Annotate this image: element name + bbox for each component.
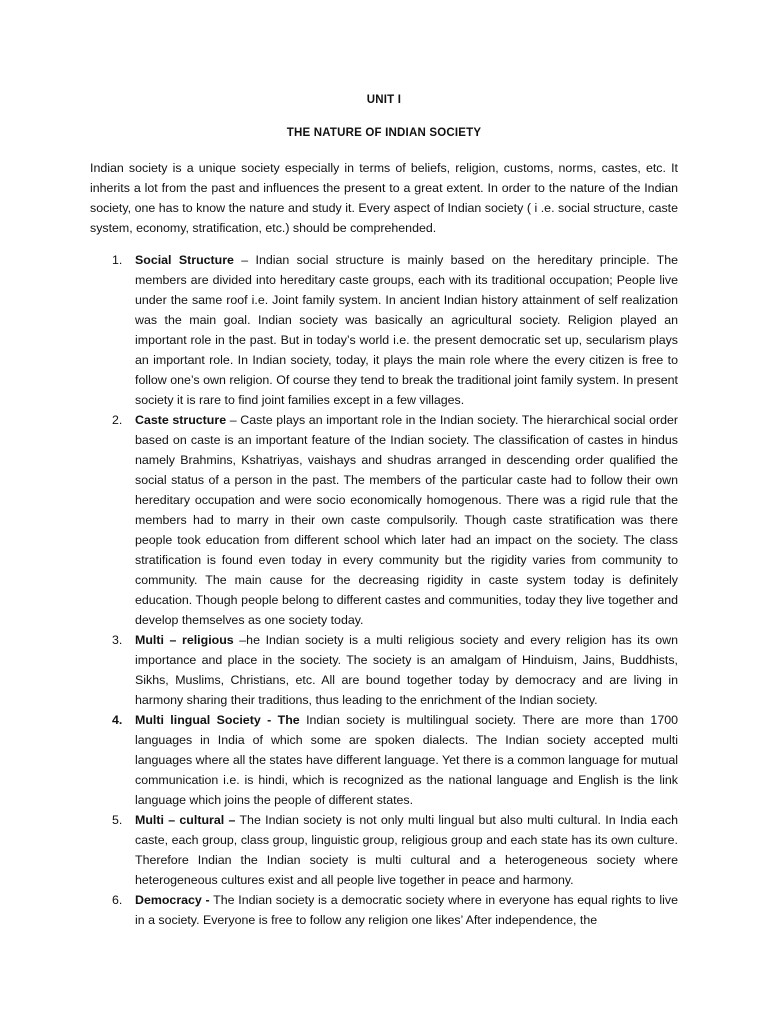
list-item-heading: Democracy - [135, 893, 210, 907]
list-item-heading: Multi – cultural – [135, 813, 236, 827]
list-item-social-structure [90, 250, 678, 410]
list-item-text: – Indian social structure is mainly based on the hereditary principle. The members are divided into hereditary caste groups, each with its traditional occupation; People live under the same roof i.e. Joint family system. In ancient Indian history attainment of self realization was the main goal. Indian society was basically an agricultural society. Religion played an important role in the past. But in today’s world i.e. the present democratic set up, secularism plays an important role. In Indian society, today, it plays the main role where the every citizen is free to follow one’s own religion. Of course they tend to break the traditional joint family system. In present society it is rare to find joint families except in a few villages. [135, 253, 678, 407]
list-item-heading: Multi – religious [135, 633, 234, 647]
list-number: 4. [112, 713, 123, 727]
list-number: 6. [112, 893, 123, 907]
unit-heading: UNIT I [366, 94, 402, 106]
list-item-democracy [90, 890, 678, 930]
list-item-multi-lingual [90, 710, 678, 810]
list-item-text: Indian society is multilingual society. There are more than 1700 languages in India of which some are spoken dialects. The Indian society accepted multi languages where all the states have different language. Yet there is a common language for mutual communication i.e. is hindi, which is recognized as the national language and English is the link language which joins the people of different states. [135, 713, 678, 807]
list-number: 3. [112, 633, 123, 647]
list-number: 2. [112, 413, 123, 427]
list-item-text: –he Indian society is a multi religious society and every religion has its own importance and place in the society. The society is an amalgam of Hinduism, Jains, Buddhists, Sikhs, Muslims, Christians, etc. All are bound together today by democracy and are living in harmony sharing their traditions, thus leading to the enrichment of the Indian society. [135, 633, 678, 707]
list-item-text: The Indian society is a democratic society where in everyone has equal rights to live in a society. Everyone is free to follow any religion one likes’ After independence, the [135, 893, 678, 927]
list-item-heading: Caste structure [135, 413, 227, 427]
list-item-multi-religious [90, 630, 678, 710]
list-number: 1. [112, 253, 123, 267]
list-number: 5. [112, 813, 123, 827]
list-item-text: – Caste plays an important role in the Indian society. The hierarchical social order based on caste is an important feature of the Indian society. The classification of castes in hindus namely Brahmins, Kshatriyas, vaishays and shudras arranged in descending order qualified the social status of a person in the past. The members of the particular caste had to follow their own hereditary occupation and were socio economically homogenous. There was a rigid rule that the members had to marry in their own caste compulsorily. Though caste stratification was there people took education from different school which later had an impact on the society. The class stratification is found even today in every community but the rigidity varies from community to community. The main cause for the decreasing rigidity in caste system today is definitely education. Though people belong to different castes and communities, today they live together and develop themselves as one society today. [135, 413, 678, 627]
list-item-text: The Indian society is not only multi lingual but also multi cultural. In India each caste, each group, class group, linguistic group, religious group and each state has its own culture. Therefore Indian the Indian society is multi cultural and a heterogeneous society where heterogeneous cultures exist and all people live together in peace and harmony. [135, 813, 679, 887]
page-title: THE NATURE OF INDIAN SOCIETY [286, 127, 482, 139]
feature-list [90, 250, 678, 930]
list-item-heading: Multi lingual Society - The [135, 713, 300, 727]
list-item-multi-cultural [90, 810, 678, 890]
list-item-caste-structure [90, 410, 678, 630]
list-item-heading: Social Structure [135, 253, 234, 267]
intro-paragraph: Indian society is a unique society especially in terms of beliefs, religion, customs, norms, castes, etc. It inherits a lot from the past and influences the present to a great extent. In order to the nature of the Indian society, one has to know the nature and study it. Every aspect of Indian society ( i .e. social structure, caste system, economy, stratification, etc.) should be comprehended. [90, 161, 678, 235]
